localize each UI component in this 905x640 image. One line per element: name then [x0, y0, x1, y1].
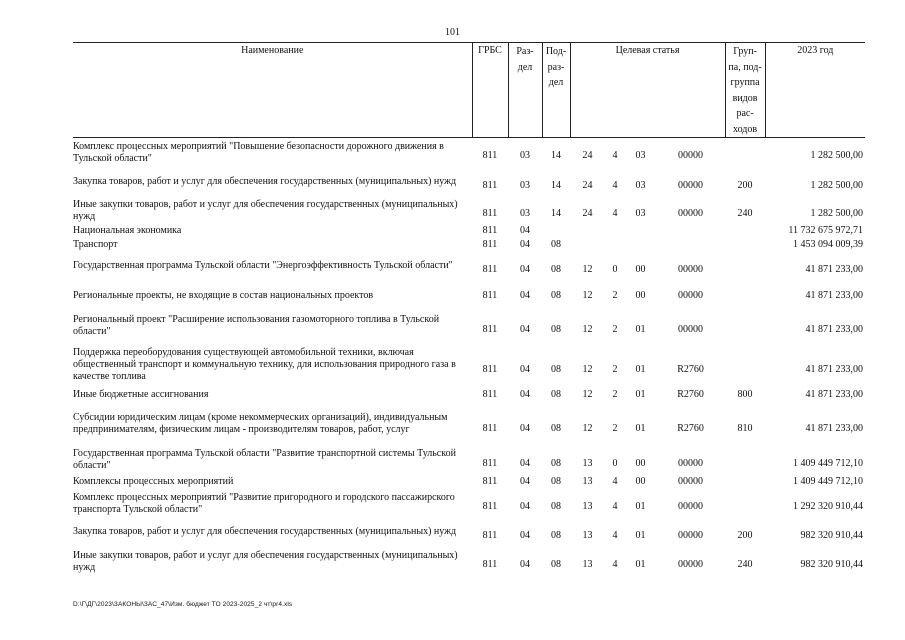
cell-target-type: 2 — [612, 323, 618, 335]
cell-target-direction: 00000 — [678, 323, 704, 335]
cell-target-program: 13 — [582, 529, 593, 541]
cell-subsection: 08 — [551, 529, 561, 541]
cell-target-program: 13 — [582, 501, 593, 512]
table-row — [73, 138, 865, 168]
cell-target-structure: 00 — [635, 476, 646, 487]
cell-grbs: 811 — [482, 501, 498, 512]
cell-target-structure: 01 — [635, 389, 646, 400]
page-number: 101 — [445, 27, 460, 38]
cell-amount-2023: 41 871 233,00 — [805, 289, 864, 301]
cell-target-structure: 00 — [635, 457, 646, 469]
cell-target-type: 4 — [612, 150, 618, 162]
cell-expense-group: 240 — [737, 208, 753, 219]
cell-target-program: 12 — [582, 423, 593, 434]
cell-expense-group — [725, 342, 765, 388]
cell-expense-group: 240 — [737, 559, 753, 570]
cell-subsection: 08 — [551, 289, 561, 301]
cell-expense-group — [725, 252, 765, 281]
cell-target-program: 13 — [582, 457, 593, 469]
cell-subsection: 08 — [551, 389, 561, 400]
cell-grbs: 811 — [482, 238, 498, 250]
cell-target-type — [605, 238, 625, 252]
header-expense-group-text: Груп- па, под- группа видов рас- ходов — [728, 46, 762, 135]
cell-amount-2023: 982 320 910,44 — [800, 559, 864, 570]
cell-target-program: 13 — [582, 559, 593, 570]
cell-amount-2023: 41 871 233,00 — [805, 363, 864, 375]
cell-target-structure: 03 — [635, 208, 646, 219]
cell-expense-group — [725, 238, 765, 252]
cell-grbs: 811 — [482, 289, 498, 301]
cell-target-direction: R2760 — [677, 423, 704, 434]
cell-subsection: 14 — [551, 208, 561, 219]
cell-amount-2023: 1 409 449 712,10 — [793, 457, 864, 469]
cell-grbs: 811 — [482, 559, 498, 570]
cell-target-program: 13 — [582, 476, 593, 487]
cell-name: Закупка товаров, работ и услуг для обеспечения государственных (муниципальных) нужд — [73, 526, 457, 537]
cell-expense-group: 200 — [737, 529, 753, 541]
cell-target-direction: 00000 — [678, 208, 704, 219]
cell-target-direction: R2760 — [677, 389, 704, 400]
cell-amount-2023: 1 409 449 712,10 — [793, 476, 864, 487]
cell-target-type: 2 — [612, 289, 618, 301]
table-row — [73, 403, 865, 446]
cell-grbs: 811 — [482, 263, 498, 275]
cell-target-program: 12 — [582, 363, 593, 375]
cell-target-structure: 00 — [635, 263, 646, 275]
cell-subsection: 14 — [551, 150, 561, 162]
cell-target-direction: 00000 — [678, 457, 704, 469]
header-subsection — [542, 43, 570, 138]
header-target-article: Целевая статья — [570, 43, 725, 138]
budget-table — [73, 42, 865, 577]
cell-name: Национальная экономика — [73, 225, 182, 236]
cell-name: Комплексы процессных мероприятий — [73, 476, 234, 487]
header-year: 2023 год — [765, 43, 865, 138]
cell-expense-group: 200 — [737, 179, 753, 191]
cell-target-program: 24 — [582, 179, 593, 191]
table-row — [73, 197, 865, 225]
cell-subsection: 08 — [551, 423, 561, 434]
cell-target-direction — [656, 225, 725, 238]
footer-file-path: D:\Г\ДГ\2023\ЗАКОНЫ\ЗАС_47\Изм. бюджет ТО 2023-2025_2 чт\pr4.xls — [73, 601, 293, 608]
cell-target-type: 4 — [612, 179, 618, 191]
cell-amount-2023: 982 320 910,44 — [800, 529, 864, 541]
cell-name: Транспорт — [73, 238, 118, 250]
cell-grbs: 811 — [482, 529, 498, 541]
table-row — [73, 446, 865, 475]
cell-name: Региональный проект "Расширение использования газомоторного топлива в Тульской области" — [73, 314, 440, 337]
table-row — [73, 475, 865, 490]
cell-target-structure: 03 — [635, 150, 646, 162]
cell-target-direction: R2760 — [677, 363, 704, 375]
header-section — [508, 43, 542, 138]
cell-target-direction: 00000 — [678, 289, 704, 301]
cell-target-program — [570, 225, 605, 238]
cell-target-structure: 01 — [635, 423, 646, 434]
cell-target-type: 4 — [612, 559, 618, 570]
table-row — [73, 252, 865, 281]
cell-expense-group — [725, 475, 765, 490]
cell-target-structure: 01 — [635, 323, 646, 335]
cell-section: 04 — [520, 529, 530, 541]
cell-grbs: 811 — [482, 225, 498, 236]
cell-section: 04 — [520, 389, 530, 400]
cell-target-structure — [625, 238, 656, 252]
table-row — [73, 518, 865, 547]
cell-subsection: 08 — [551, 476, 561, 487]
cell-section: 03 — [520, 208, 530, 219]
table-header — [73, 43, 865, 138]
cell-subsection: 08 — [551, 363, 561, 375]
table-row — [73, 168, 865, 197]
table-body — [73, 138, 865, 577]
cell-section: 04 — [520, 457, 530, 469]
cell-target-direction: 00000 — [678, 179, 704, 191]
cell-expense-group — [725, 490, 765, 518]
cell-grbs: 811 — [482, 476, 498, 487]
cell-expense-group: 800 — [737, 389, 753, 400]
cell-target-type: 4 — [612, 501, 618, 512]
cell-name: Государственная программа Тульской области "Энергоэффективность Тульской области" — [73, 260, 453, 271]
cell-target-structure: 00 — [635, 289, 646, 301]
cell-grbs: 811 — [482, 179, 498, 191]
cell-section: 03 — [520, 150, 530, 162]
table-row — [73, 281, 865, 311]
cell-name: Поддержка переоборудования существующей автомобильной техники, включая общественный транспорт и коммунальную технику, для использования природного газа в качестве топлива — [73, 346, 456, 382]
cell-name: Комплекс процессных мероприятий "Развитие пригородного и городского пассажирского транспорта Тульской области" — [73, 491, 455, 515]
cell-grbs: 811 — [482, 323, 498, 335]
cell-target-program: 12 — [582, 289, 593, 301]
cell-subsection: 08 — [551, 238, 561, 250]
cell-section: 04 — [520, 225, 530, 236]
cell-target-type: 4 — [612, 208, 618, 219]
cell-amount-2023: 1 282 500,00 — [810, 208, 864, 219]
cell-section: 04 — [520, 289, 530, 301]
cell-target-type: 0 — [612, 457, 618, 469]
cell-subsection: 08 — [551, 559, 561, 570]
cell-name: Закупка товаров, работ и услуг для обеспечения государственных (муниципальных) нужд — [73, 176, 457, 187]
cell-section: 04 — [520, 238, 530, 250]
cell-amount-2023: 41 871 233,00 — [805, 389, 864, 400]
cell-target-program: 12 — [582, 263, 593, 275]
cell-section: 04 — [520, 363, 530, 375]
cell-subsection: 08 — [551, 457, 561, 469]
cell-target-type: 2 — [612, 389, 618, 400]
cell-expense-group — [725, 446, 765, 475]
cell-subsection: 14 — [551, 179, 561, 191]
cell-target-program: 24 — [582, 208, 593, 219]
cell-target-program: 12 — [582, 389, 593, 400]
cell-target-structure: 03 — [635, 179, 646, 191]
table-row — [73, 490, 865, 518]
table-row — [73, 342, 865, 388]
cell-target-type: 2 — [612, 363, 618, 375]
cell-expense-group: 810 — [737, 423, 753, 434]
cell-amount-2023: 41 871 233,00 — [805, 423, 864, 434]
cell-subsection: 08 — [551, 263, 561, 275]
cell-section: 04 — [520, 559, 530, 570]
cell-target-direction — [656, 238, 725, 252]
header-name: Наименование — [73, 43, 472, 138]
cell-target-type: 2 — [612, 423, 618, 434]
cell-amount-2023: 1 292 320 910,44 — [793, 501, 864, 512]
cell-section: 04 — [520, 323, 530, 335]
cell-target-structure: 01 — [635, 363, 646, 375]
cell-target-direction: 00000 — [678, 559, 704, 570]
table-row — [73, 238, 865, 252]
cell-grbs: 811 — [482, 208, 498, 219]
cell-subsection — [542, 225, 570, 238]
cell-target-type: 4 — [612, 529, 618, 541]
cell-name: Региональные проекты, не входящие в состав национальных проектов — [73, 289, 374, 301]
cell-target-direction: 00000 — [678, 476, 704, 487]
cell-name: Иные бюджетные ассигнования — [73, 389, 209, 400]
cell-target-structure: 01 — [635, 501, 646, 512]
cell-amount-2023: 1 453 094 009,39 — [793, 238, 864, 250]
header-grbs: ГРБС — [472, 43, 508, 138]
cell-section: 04 — [520, 263, 530, 275]
cell-grbs: 811 — [482, 457, 498, 469]
cell-name: Государственная программа Тульской области "Развитие транспортной системы Тульской области" — [73, 448, 456, 471]
cell-name: Иные закупки товаров, работ и услуг для обеспечения государственных (муниципальных) нужд — [73, 549, 458, 573]
cell-name: Комплекс процессных мероприятий "Повышение безопасности дорожного движения в Тульской области" — [73, 140, 444, 164]
cell-section: 04 — [520, 476, 530, 487]
cell-target-structure: 01 — [635, 529, 646, 541]
cell-amount-2023: 1 282 500,00 — [810, 179, 864, 191]
cell-grbs: 811 — [482, 150, 498, 162]
cell-target-program — [570, 238, 605, 252]
cell-target-direction: 00000 — [678, 263, 704, 275]
cell-expense-group — [725, 138, 765, 168]
cell-grbs: 811 — [482, 389, 498, 400]
cell-name: Субсидии юридическим лицам (кроме некоммерческих организаций), индивидуальным предпринимателям, физическим лицам - производителям товаров, работ, услуг — [73, 412, 448, 435]
cell-target-structure — [625, 225, 656, 238]
header-expense-group — [725, 43, 765, 138]
cell-grbs: 811 — [482, 363, 498, 375]
cell-target-program: 24 — [582, 150, 593, 162]
cell-target-direction: 00000 — [678, 529, 704, 541]
table-row — [73, 388, 865, 403]
table-row — [73, 547, 865, 577]
cell-amount-2023: 11 732 675 972,71 — [788, 225, 864, 236]
cell-target-type — [605, 225, 625, 238]
cell-section: 04 — [520, 423, 530, 434]
cell-subsection: 08 — [551, 323, 561, 335]
cell-subsection: 08 — [551, 501, 561, 512]
cell-section: 03 — [520, 179, 530, 191]
header-subsection-text: Под- раз- дел — [545, 46, 567, 88]
cell-target-structure: 01 — [635, 559, 646, 570]
table-row — [73, 225, 865, 238]
cell-target-direction: 00000 — [678, 150, 704, 162]
cell-expense-group — [725, 225, 765, 238]
cell-expense-group — [725, 281, 765, 311]
cell-grbs: 811 — [482, 423, 498, 434]
table-row — [73, 311, 865, 342]
cell-section: 04 — [520, 501, 530, 512]
cell-name: Иные закупки товаров, работ и услуг для обеспечения государственных (муниципальных) нужд — [73, 198, 458, 222]
cell-amount-2023: 41 871 233,00 — [805, 263, 864, 275]
cell-expense-group — [725, 311, 765, 342]
cell-target-type: 0 — [612, 263, 618, 275]
header-section-text: Раз- дел — [516, 46, 534, 73]
cell-target-direction: 00000 — [678, 501, 704, 512]
cell-target-type: 4 — [612, 476, 618, 487]
cell-amount-2023: 41 871 233,00 — [805, 323, 864, 335]
cell-amount-2023: 1 282 500,00 — [810, 150, 864, 162]
cell-target-program: 12 — [582, 323, 593, 335]
